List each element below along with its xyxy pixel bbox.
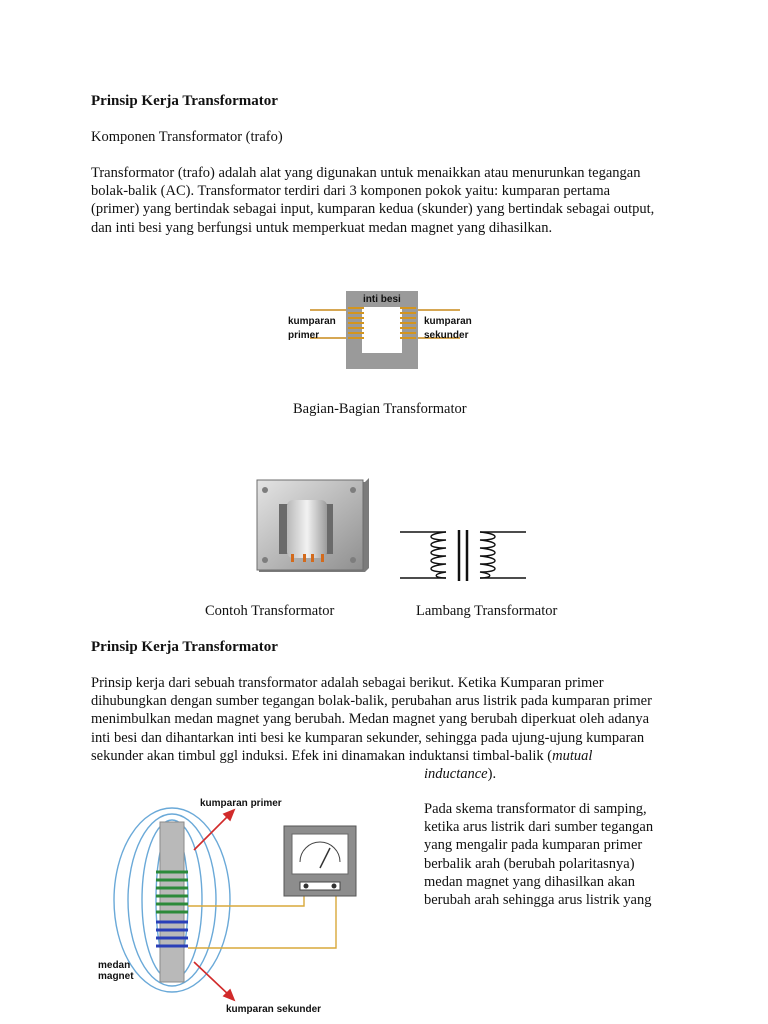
side-paragraph xyxy=(424,800,724,909)
primary-coil-label: kumparan xyxy=(288,316,336,327)
side-line: yang mengalir pada kumparan primer xyxy=(424,837,643,854)
side-line: berubah arah sehingga arus listrik yang xyxy=(424,892,652,909)
transformer-symbol xyxy=(396,526,530,584)
transformer-field-schematic xyxy=(94,790,366,1020)
iron-core xyxy=(160,822,184,982)
figure-caption: Lambang Transformator xyxy=(416,603,558,619)
figure-caption: Bagian-Bagian Transformator xyxy=(293,401,467,417)
section-heading: Prinsip Kerja Transformator xyxy=(91,639,278,655)
primary-coil-label: kumparan primer xyxy=(200,798,282,809)
side-line: medan magnet yang dihasilkan akan xyxy=(424,873,635,890)
body-text: ). xyxy=(487,766,497,783)
body-line xyxy=(91,765,691,783)
transformer-parts-diagram xyxy=(280,286,490,372)
field-label: medan xyxy=(98,960,131,971)
field-label: magnet xyxy=(98,971,134,982)
section-subheading: Komponen Transformator (trafo) xyxy=(91,129,283,145)
primary-coil xyxy=(348,308,364,338)
body-line xyxy=(91,747,691,765)
body-italic-text: inductance xyxy=(424,766,488,783)
primary-coil-label: primer xyxy=(288,330,320,341)
body-text: sekunder akan timbul ggl induksi. Efek ini dinamakan induktansi timbal-balik ( xyxy=(91,747,553,764)
side-line: berbalik arah (berubah polaritasnya) xyxy=(424,855,635,872)
primary-winding xyxy=(431,532,446,578)
secondary-coil-label: sekunder xyxy=(424,330,469,341)
body-line: Prinsip kerja dari sebuah transformator adalah sebagai berikut. Ketika Kumparan primer xyxy=(91,675,604,691)
body-line: menimbulkan medan magnet yang berubah. Medan magnet yang berubah diperkuat oleh adanya xyxy=(91,711,650,728)
body-italic-text: mutual xyxy=(552,747,593,764)
secondary-coil-label: kumparan sekunder xyxy=(226,1004,322,1015)
core-label: inti besi xyxy=(363,294,401,305)
secondary-coil xyxy=(400,308,416,338)
intro-line: bolak-balik (AC). Transformator terdiri dari 3 komponen pokok yaitu: kumparan pertama xyxy=(91,183,611,200)
secondary-coil-label: kumparan xyxy=(424,316,472,327)
figure-caption: Contoh Transformator xyxy=(205,603,335,619)
intro-paragraph xyxy=(91,164,691,237)
intro-line: Transformator (trafo) adalah alat yang digunakan untuk menaikkan atau menurunkan tegangan xyxy=(91,165,641,181)
intro-line: dan inti besi yang berfungsi untuk memperkuat medan magnet yang dihasilkan. xyxy=(91,219,553,236)
secondary-winding xyxy=(480,532,495,578)
body-line: inti besi dan dihantarkan inti besi ke kumparan sekunder, sehingga pada ujung-ujung kumparan xyxy=(91,729,645,746)
intro-line: (primer) yang bertindak sebagai input, kumparan kedua (skunder) yang bertindak sebagai output, xyxy=(91,201,655,218)
body-line: dihubungkan dengan sumber tegangan bolak-balik, perubahan arus listrik pada kumparan primer xyxy=(91,693,652,710)
transformer-photo xyxy=(253,474,371,574)
page-title: Prinsip Kerja Transformator xyxy=(91,93,278,109)
side-line: Pada skema transformator di samping, xyxy=(424,801,647,817)
body-paragraph xyxy=(91,674,691,783)
side-line: ketika arus listrik dari sumber tegangan xyxy=(424,819,654,836)
